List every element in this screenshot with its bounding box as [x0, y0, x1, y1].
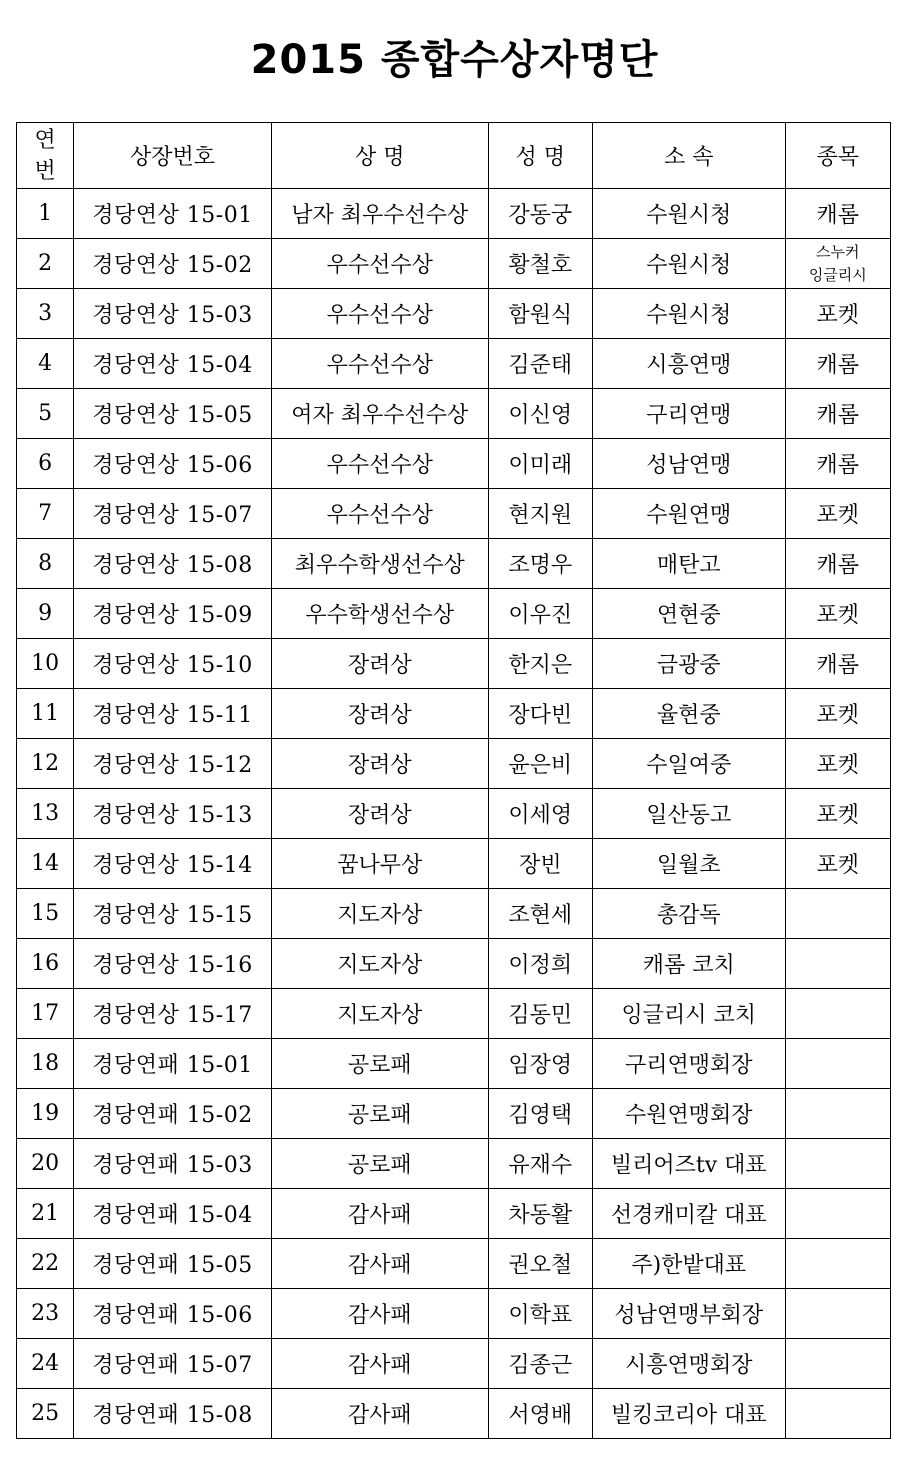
table-row — [17, 939, 891, 989]
cell-code: 경당연상 15-17 — [74, 989, 272, 1039]
cell-org: 수원연맹 — [592, 489, 785, 539]
cell-event: 포켓 — [785, 739, 890, 789]
cell-no: 5 — [17, 389, 74, 439]
cell-no: 11 — [17, 689, 74, 739]
cell-no: 12 — [17, 739, 74, 789]
cell-org: 수원시청 — [592, 289, 785, 339]
cell-no: 7 — [17, 489, 74, 539]
header-no-line2: 번 — [34, 158, 56, 184]
cell-event: 캐롬 — [785, 389, 890, 439]
cell-event-line1: 스누커 — [816, 242, 860, 261]
table-row — [17, 389, 891, 439]
table-row — [17, 639, 891, 689]
cell-org: 수원시청 — [592, 239, 785, 289]
cell-org: 수일여중 — [592, 739, 785, 789]
cell-code: 경당연패 15-07 — [74, 1339, 272, 1389]
cell-award: 지도자상 — [271, 939, 488, 989]
cell-award: 감사패 — [271, 1289, 488, 1339]
cell-award: 장려상 — [271, 789, 488, 839]
header-name: 성 명 — [488, 123, 592, 189]
cell-event — [785, 989, 890, 1039]
cell-code: 경당연상 15-10 — [74, 639, 272, 689]
header-event: 종목 — [785, 123, 890, 189]
cell-award: 감사패 — [271, 1239, 488, 1289]
cell-award: 지도자상 — [271, 889, 488, 939]
cell-code: 경당연패 15-04 — [74, 1189, 272, 1239]
cell-award: 공로패 — [271, 1039, 488, 1089]
cell-code: 경당연패 15-01 — [74, 1039, 272, 1089]
cell-org: 연현중 — [592, 589, 785, 639]
cell-event: 캐롬 — [785, 439, 890, 489]
cell-no: 25 — [17, 1389, 74, 1439]
cell-event: 캐롬 — [785, 339, 890, 389]
cell-name: 황철호 — [488, 239, 592, 289]
cell-org: 수원연맹회장 — [592, 1089, 785, 1139]
table-row — [17, 1139, 891, 1189]
cell-name: 서영배 — [488, 1389, 592, 1439]
cell-event: 캐롬 — [785, 639, 890, 689]
cell-code: 경당연상 15-08 — [74, 539, 272, 589]
table-row — [17, 1089, 891, 1139]
cell-event — [785, 1339, 890, 1389]
cell-award: 장려상 — [271, 639, 488, 689]
cell-name: 이신영 — [488, 389, 592, 439]
cell-org: 총감독 — [592, 889, 785, 939]
cell-award: 최우수학생선수상 — [271, 539, 488, 589]
cell-event: 포켓 — [785, 589, 890, 639]
awardee-table — [16, 122, 891, 1439]
cell-event: 캐롬 — [785, 189, 890, 239]
table-row — [17, 739, 891, 789]
page-title: 2015 종합수상자명단 — [250, 37, 659, 83]
cell-no: 15 — [17, 889, 74, 939]
cell-award: 우수선수상 — [271, 439, 488, 489]
cell-name: 한지은 — [488, 639, 592, 689]
table-row — [17, 189, 891, 239]
cell-no: 1 — [17, 189, 74, 239]
table-header-row — [17, 123, 891, 189]
cell-name: 권오철 — [488, 1239, 592, 1289]
cell-org: 성남연맹 — [592, 439, 785, 489]
cell-event-line2: 잉글리시 — [808, 265, 867, 284]
cell-no: 17 — [17, 989, 74, 1039]
cell-event — [785, 889, 890, 939]
cell-org: 캐롬 코치 — [592, 939, 785, 989]
cell-org: 금광중 — [592, 639, 785, 689]
cell-award: 우수선수상 — [271, 339, 488, 389]
header-award: 상 명 — [271, 123, 488, 189]
cell-name: 강동궁 — [488, 189, 592, 239]
cell-name: 이정희 — [488, 939, 592, 989]
table-row — [17, 239, 891, 289]
cell-award: 여자 최우수선수상 — [271, 389, 488, 439]
cell-name: 임장영 — [488, 1039, 592, 1089]
cell-event: 포켓 — [785, 289, 890, 339]
cell-code: 경당연상 15-04 — [74, 339, 272, 389]
cell-code: 경당연패 15-08 — [74, 1389, 272, 1439]
cell-name: 이세영 — [488, 789, 592, 839]
cell-no: 3 — [17, 289, 74, 339]
table-row — [17, 489, 891, 539]
cell-event: 포켓 — [785, 689, 890, 739]
table-row — [17, 289, 891, 339]
cell-org: 일산동고 — [592, 789, 785, 839]
cell-name: 윤은비 — [488, 739, 592, 789]
table-body — [17, 189, 891, 1439]
table-row — [17, 539, 891, 589]
cell-code: 경당연패 15-06 — [74, 1289, 272, 1339]
cell-org: 주)한밭대표 — [592, 1239, 785, 1289]
table-row — [17, 689, 891, 739]
table-row — [17, 1389, 891, 1439]
cell-award: 감사패 — [271, 1339, 488, 1389]
cell-name: 이미래 — [488, 439, 592, 489]
cell-event: 포켓 — [785, 789, 890, 839]
cell-code: 경당연상 15-15 — [74, 889, 272, 939]
cell-org: 빌리어즈tv 대표 — [592, 1139, 785, 1189]
table-row — [17, 989, 891, 1039]
cell-org: 선경캐미칼 대표 — [592, 1189, 785, 1239]
header-no — [17, 123, 74, 189]
cell-org: 구리연맹회장 — [592, 1039, 785, 1089]
table-row — [17, 339, 891, 389]
cell-name: 함원식 — [488, 289, 592, 339]
cell-code: 경당연상 15-14 — [74, 839, 272, 889]
cell-no: 2 — [17, 239, 74, 289]
cell-award: 장려상 — [271, 689, 488, 739]
cell-org: 성남연맹부회장 — [592, 1289, 785, 1339]
cell-code: 경당연패 15-03 — [74, 1139, 272, 1189]
cell-award: 지도자상 — [271, 989, 488, 1039]
cell-no: 19 — [17, 1089, 74, 1139]
cell-event: 캐롬 — [785, 539, 890, 589]
cell-name: 장빈 — [488, 839, 592, 889]
cell-no: 4 — [17, 339, 74, 389]
cell-event — [785, 1189, 890, 1239]
cell-code: 경당연상 15-06 — [74, 439, 272, 489]
table-row — [17, 589, 891, 639]
cell-award: 우수선수상 — [271, 239, 488, 289]
cell-event — [785, 1239, 890, 1289]
cell-name: 차동활 — [488, 1189, 592, 1239]
cell-no: 24 — [17, 1339, 74, 1389]
cell-name: 조명우 — [488, 539, 592, 589]
cell-org: 일월초 — [592, 839, 785, 889]
cell-award: 장려상 — [271, 739, 488, 789]
header-no-line1: 연 — [34, 127, 56, 153]
cell-event — [785, 1039, 890, 1089]
table-row — [17, 1189, 891, 1239]
table-row — [17, 789, 891, 839]
cell-code: 경당연상 15-01 — [74, 189, 272, 239]
cell-no: 10 — [17, 639, 74, 689]
cell-no: 9 — [17, 589, 74, 639]
cell-event — [785, 1389, 890, 1439]
table-row — [17, 1039, 891, 1089]
cell-event — [785, 1289, 890, 1339]
cell-event — [785, 939, 890, 989]
cell-name: 유재수 — [488, 1139, 592, 1189]
cell-event: 포켓 — [785, 839, 890, 889]
cell-award: 남자 최우수선수상 — [271, 189, 488, 239]
cell-award: 공로패 — [271, 1139, 488, 1189]
cell-org: 잉글리시 코치 — [592, 989, 785, 1039]
cell-name: 김동민 — [488, 989, 592, 1039]
table-row — [17, 439, 891, 489]
cell-name: 이우진 — [488, 589, 592, 639]
header-code: 상장번호 — [74, 123, 272, 189]
cell-no: 8 — [17, 539, 74, 589]
cell-org: 구리연맹 — [592, 389, 785, 439]
cell-name: 김영택 — [488, 1089, 592, 1139]
cell-no: 6 — [17, 439, 74, 489]
cell-no: 14 — [17, 839, 74, 889]
cell-no: 13 — [17, 789, 74, 839]
cell-org: 매탄고 — [592, 539, 785, 589]
cell-code: 경당연상 15-05 — [74, 389, 272, 439]
cell-event — [785, 1089, 890, 1139]
cell-name: 장다빈 — [488, 689, 592, 739]
cell-org: 율현중 — [592, 689, 785, 739]
cell-name: 현지원 — [488, 489, 592, 539]
cell-no: 22 — [17, 1239, 74, 1289]
cell-code: 경당연상 15-09 — [74, 589, 272, 639]
cell-award: 우수학생선수상 — [271, 589, 488, 639]
table-row — [17, 889, 891, 939]
cell-event — [785, 1139, 890, 1189]
cell-award: 꿈나무상 — [271, 839, 488, 889]
cell-code: 경당연패 15-05 — [74, 1239, 272, 1289]
cell-name: 김종근 — [488, 1339, 592, 1389]
header-org: 소 속 — [592, 123, 785, 189]
cell-code: 경당연패 15-02 — [74, 1089, 272, 1139]
cell-no: 23 — [17, 1289, 74, 1339]
cell-name: 이학표 — [488, 1289, 592, 1339]
cell-code: 경당연상 15-16 — [74, 939, 272, 989]
cell-name: 조현세 — [488, 889, 592, 939]
cell-award: 우수선수상 — [271, 489, 488, 539]
cell-award: 우수선수상 — [271, 289, 488, 339]
table-row — [17, 839, 891, 889]
cell-code: 경당연상 15-11 — [74, 689, 272, 739]
cell-code: 경당연상 15-12 — [74, 739, 272, 789]
cell-code: 경당연상 15-02 — [74, 239, 272, 289]
table-row — [17, 1239, 891, 1289]
cell-no: 21 — [17, 1189, 74, 1239]
table-row — [17, 1339, 891, 1389]
cell-code: 경당연상 15-13 — [74, 789, 272, 839]
cell-event: 포켓 — [785, 489, 890, 539]
cell-award: 감사패 — [271, 1189, 488, 1239]
cell-org: 수원시청 — [592, 189, 785, 239]
cell-org: 시흥연맹 — [592, 339, 785, 389]
cell-name: 김준태 — [488, 339, 592, 389]
cell-org: 빌킹코리아 대표 — [592, 1389, 785, 1439]
cell-code: 경당연상 15-07 — [74, 489, 272, 539]
cell-award: 공로패 — [271, 1089, 488, 1139]
cell-org: 시흥연맹회장 — [592, 1339, 785, 1389]
cell-no: 16 — [17, 939, 74, 989]
cell-no: 20 — [17, 1139, 74, 1189]
cell-code: 경당연상 15-03 — [74, 289, 272, 339]
table-row — [17, 1289, 891, 1339]
cell-event — [785, 239, 890, 289]
cell-no: 18 — [17, 1039, 74, 1089]
cell-award: 감사패 — [271, 1389, 488, 1439]
